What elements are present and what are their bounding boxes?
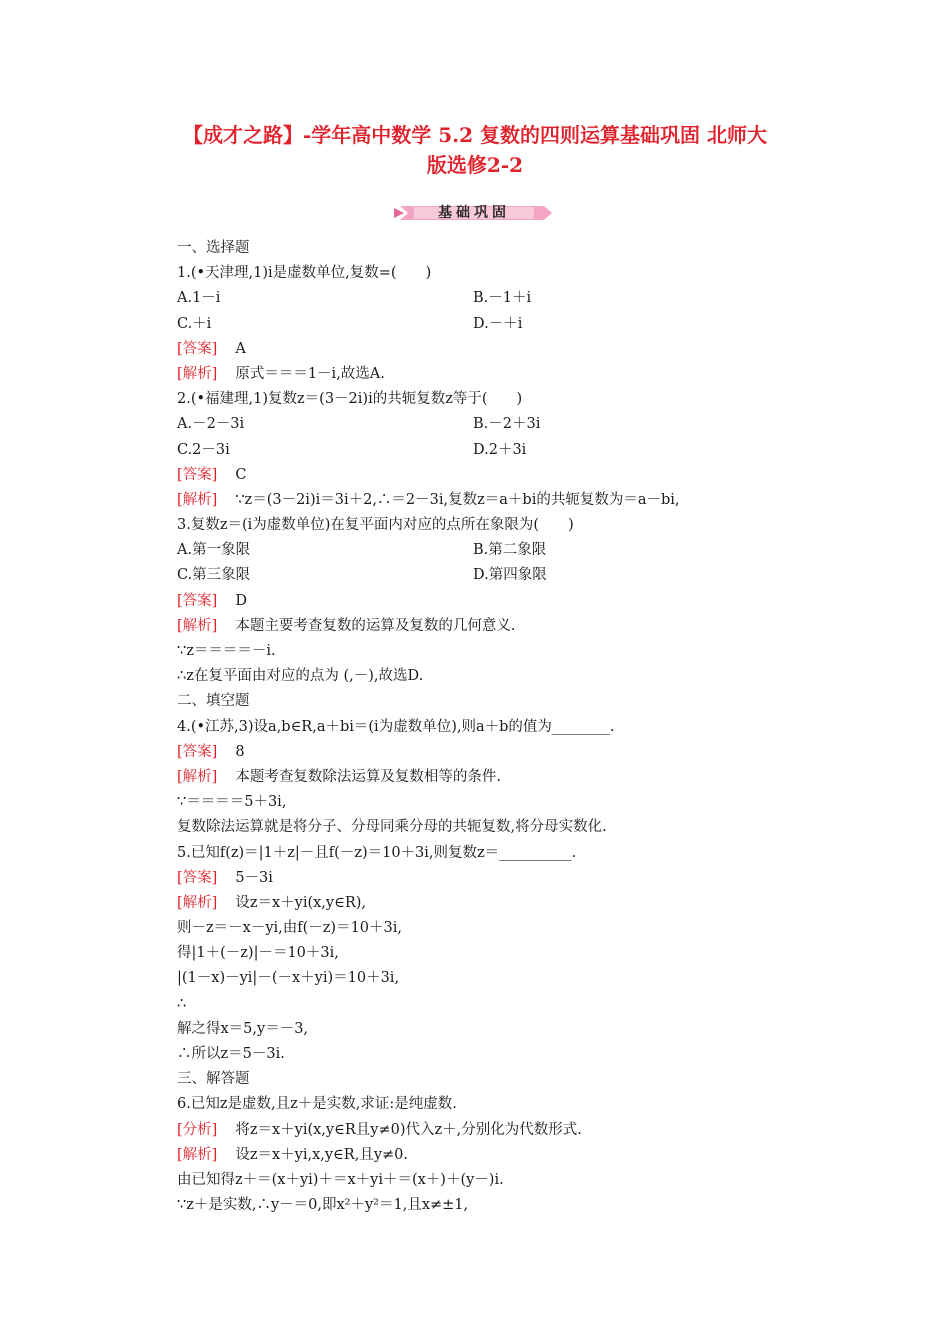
line-text: 本题考查复数除法运算及复数相等的条件. xyxy=(235,768,501,785)
line-text: C xyxy=(235,466,247,483)
label-tag: [答案] xyxy=(177,466,218,483)
line-text: 得|1＋(－z)|－＝10＋3i, xyxy=(177,945,339,962)
line-text: 解之得x＝5,y＝－3, xyxy=(177,1020,309,1037)
option-col2: B.－2＋3i xyxy=(473,416,541,433)
label-tag: [答案] xyxy=(177,743,218,760)
option-col2: B.第二象限 xyxy=(473,542,547,559)
line-text: 三、解答题 xyxy=(177,1071,250,1088)
line-text: 将z＝x＋yi(x,y∈R且y≠0)代入z＋,分别化为代数形式. xyxy=(235,1121,582,1138)
text-line xyxy=(177,689,817,714)
label-tag: [答案] xyxy=(177,592,218,609)
text-line xyxy=(177,941,817,966)
text-line xyxy=(177,362,817,387)
line-text: C.2－3i xyxy=(177,441,230,458)
line-text: ∵z＝＝＝＝－i. xyxy=(177,643,276,659)
line-text: A.－2－3i xyxy=(177,416,245,433)
document-body xyxy=(177,236,817,1218)
option-col2: D.第四象限 xyxy=(473,567,547,584)
line-text: 6.已知z是虚数,且z＋是实数,求证:是纯虚数. xyxy=(177,1096,457,1113)
label-tag: [分析] xyxy=(177,1121,218,1138)
label-tag: [解析] xyxy=(177,768,218,785)
text-line xyxy=(177,286,817,311)
text-line xyxy=(177,740,817,765)
section-banner xyxy=(394,202,554,224)
text-line xyxy=(177,841,817,866)
text-line xyxy=(177,589,817,614)
line-text: ∴ xyxy=(177,995,187,1012)
text-line xyxy=(177,916,817,941)
label-tag: [答案] xyxy=(177,340,218,357)
text-line xyxy=(177,261,817,286)
line-text: 由已知得z＋＝(x＋yi)＋＝x＋yi＋＝(x＋)＋(y－)i. xyxy=(177,1171,504,1188)
text-line xyxy=(177,236,817,261)
option-col2: D.2＋3i xyxy=(473,441,527,458)
text-line xyxy=(177,1143,817,1168)
option-col2: D.－＋i xyxy=(473,315,523,332)
document-title xyxy=(120,120,830,180)
line-text: A xyxy=(235,340,246,357)
line-text: 则－z＝－x－yi,由f(－z)＝10＋3i, xyxy=(177,920,402,937)
option-col2: B.－1＋i xyxy=(473,290,532,307)
line-text: 5－3i xyxy=(235,869,273,886)
label-tag: [解析] xyxy=(177,894,218,911)
line-text: ∵z＋是实数,∴y－＝0,即x²＋y²＝1,且x≠±1, xyxy=(177,1197,469,1214)
text-line xyxy=(177,312,817,337)
line-text: 原式＝＝＝1－i,故选A. xyxy=(235,365,385,382)
text-line xyxy=(177,1168,817,1193)
text-line xyxy=(177,337,817,362)
line-text: 设z＝x＋yi(x,y∈R), xyxy=(235,894,367,911)
text-line xyxy=(177,664,817,689)
text-line xyxy=(177,815,817,840)
text-line xyxy=(177,488,817,513)
text-line xyxy=(177,715,817,740)
line-text: 复数除法运算就是将分子、分母同乘分母的共轭复数,将分母实数化. xyxy=(177,819,607,836)
text-line xyxy=(177,1017,817,1042)
line-text: 二、填空题 xyxy=(177,693,250,710)
text-line xyxy=(177,992,817,1017)
text-line xyxy=(177,563,817,588)
text-line xyxy=(177,891,817,916)
line-text: C.＋i xyxy=(177,315,212,332)
text-line xyxy=(177,1118,817,1143)
line-text: D xyxy=(235,592,247,609)
line-text: ∴所以z＝5－3i. xyxy=(177,1046,285,1062)
line-text: 一、选择题 xyxy=(177,240,250,256)
label-tag: [解析] xyxy=(177,365,218,382)
line-text: ∵＝＝＝＝5＋3i, xyxy=(177,794,287,811)
text-line xyxy=(177,538,817,563)
line-text: A.1－i xyxy=(177,290,221,307)
line-text: A.第一象限 xyxy=(177,542,251,559)
label-tag: [解析] xyxy=(177,1146,218,1163)
text-line xyxy=(177,614,817,639)
line-text: 5.已知f(z)＝|1＋z|－且f(－z)＝10＋3i,则复数z＝__________. xyxy=(177,844,577,861)
text-line xyxy=(177,412,817,437)
label-tag: [解析] xyxy=(177,491,218,508)
line-text: 设z＝x＋yi,x,y∈R,且y≠0. xyxy=(235,1146,408,1163)
text-line xyxy=(177,1067,817,1092)
label-tag: [答案] xyxy=(177,869,218,886)
line-text: C.第三象限 xyxy=(177,567,251,584)
label-tag: [解析] xyxy=(177,617,218,634)
line-text: |(1－x)－yi|－(－x＋yi)＝10＋3i, xyxy=(177,970,400,987)
text-line xyxy=(177,1193,817,1218)
line-text: 3.复数z＝(i为虚数单位)在复平面内对应的点所在象限为( ) xyxy=(177,517,574,534)
line-text: ∴z在复平面由对应的点为 (,－),故选D. xyxy=(177,668,424,685)
text-line xyxy=(177,866,817,891)
line-text: ∵z＝(3－2i)i＝3i＋2,∴＝2－3i,复数z＝a＋bi的共轭复数为＝a－bi, xyxy=(235,491,680,508)
line-text: 8 xyxy=(235,743,245,760)
text-line xyxy=(177,387,817,412)
text-line xyxy=(177,463,817,488)
line-text: 2.(•福建理,1)复数z＝(3－2i)i的共轭复数z等于( ) xyxy=(177,391,523,408)
line-text: 1.(•天津理,1)i是虚数单位,复数=( ) xyxy=(177,265,432,282)
text-line xyxy=(177,513,817,538)
text-line xyxy=(177,765,817,790)
title-line-1: 【成才之路】-学年高中数学 5.2 复数的四则运算基础巩固 北师大 xyxy=(183,123,767,147)
text-line xyxy=(177,1042,817,1067)
text-line xyxy=(177,1092,817,1117)
text-line xyxy=(177,639,817,664)
text-line xyxy=(177,790,817,815)
text-line xyxy=(177,438,817,463)
line-text: 4.(•江苏,3)设a,b∈R,a＋bi＝(i为虚数单位),则a＋b的值为________. xyxy=(177,718,615,735)
banner-title: 基础巩固 xyxy=(438,205,510,221)
text-line xyxy=(177,966,817,991)
title-line-2: 版选修2-2 xyxy=(426,153,524,177)
line-text: 本题主要考查复数的运算及复数的几何意义. xyxy=(235,617,516,634)
